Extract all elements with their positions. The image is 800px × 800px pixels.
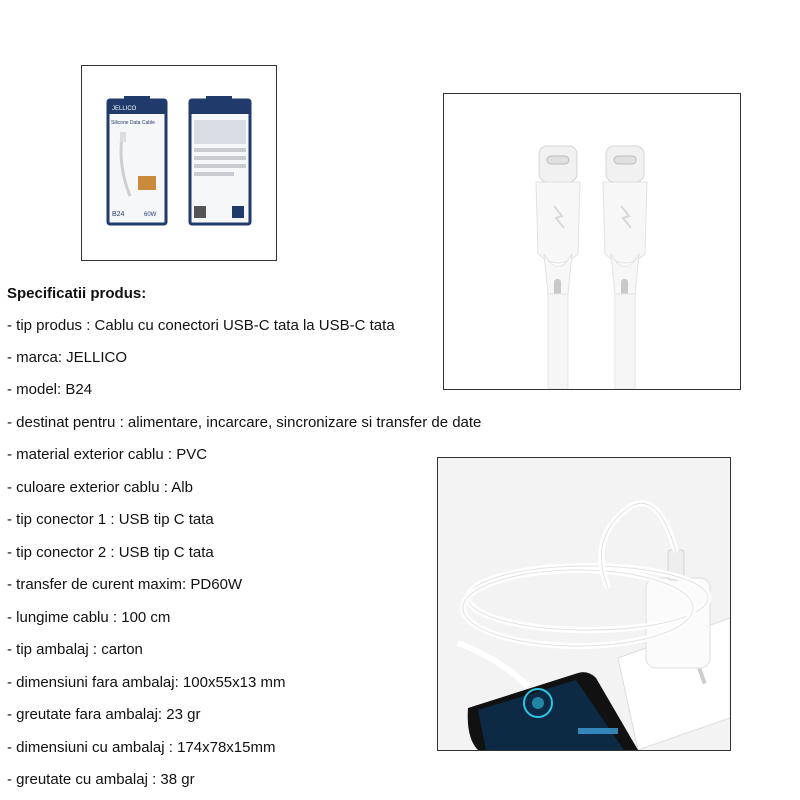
- product-package-image: [81, 65, 277, 261]
- specification-line: - transfer de curent maxim: PD60W: [7, 576, 243, 593]
- box-power-text: 60W: [144, 212, 157, 218]
- specifications-title: Specificatii produs:: [7, 285, 147, 302]
- specification-line: - greutate cu ambalaj : 38 gr: [7, 771, 195, 788]
- box-brand-text: JELLICO: [112, 106, 137, 112]
- specification-line: - tip conector 1 : USB tip C tata: [7, 511, 214, 528]
- specification-line: - greutate fara ambalaj: 23 gr: [7, 706, 201, 723]
- specification-line: - model: B24: [7, 381, 93, 398]
- specification-line: - lungime cablu : 100 cm: [7, 609, 171, 626]
- specification-line: - dimensiuni fara ambalaj: 100x55x13 mm: [7, 674, 286, 691]
- box-model-text: B24: [112, 211, 125, 218]
- specification-line: - tip ambalaj : carton: [7, 641, 143, 658]
- specification-line: - destinat pentru : alimentare, incarcare, sincronizare si transfer de date: [7, 414, 482, 431]
- charging-phone-image: [437, 457, 731, 751]
- specification-line: - tip produs : Cablu cu conectori USB-C tata la USB-C tata: [7, 317, 395, 334]
- specification-line: - tip conector 2 : USB tip C tata: [7, 544, 214, 561]
- cable-connectors-image: [443, 93, 741, 390]
- specification-line: - culoare exterior cablu : Alb: [7, 479, 193, 496]
- specification-line: - marca: JELLICO: [7, 349, 128, 366]
- specification-line: - dimensiuni cu ambalaj : 174x78x15mm: [7, 739, 276, 756]
- specification-line: - material exterior cablu : PVC: [7, 446, 208, 463]
- box-product-text: Silicone Data Cable: [111, 120, 155, 126]
